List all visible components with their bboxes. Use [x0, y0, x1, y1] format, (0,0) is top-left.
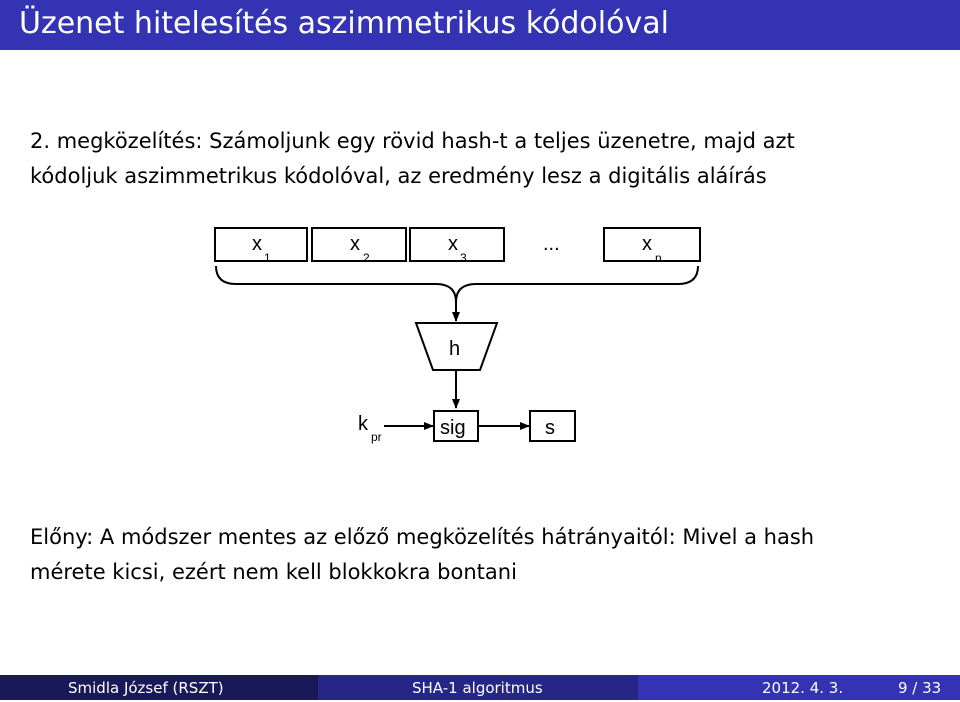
hash-label: h [449, 338, 461, 360]
curly-brace [216, 266, 698, 302]
block-xn [604, 228, 700, 261]
intro-line-2: kódoljuk aszimmetrikus kódolóval, az eredmény lesz a digitális aláírás [30, 164, 767, 188]
intro-line-1: 2. megközelítés: Számoljunk egy rövid hash-t a teljes üzenetre, majd azt [30, 129, 795, 153]
block-xn-var: x [642, 233, 652, 255]
block-x2-var: x [350, 233, 360, 255]
footer-topic-segment [318, 675, 638, 700]
advantage-line-2: mérete kicsi, ezért nem kell blokkokra bontani [30, 560, 517, 584]
footer-author-segment [0, 675, 318, 700]
slide-title: Üzenet hitelesítés aszimmetrikus kódolóval [19, 6, 669, 41]
footer-author: Smidla József (RSZT) [68, 679, 224, 697]
footer [0, 675, 960, 700]
private-key-var: k [358, 413, 368, 435]
block-ellipsis: ... [543, 233, 560, 255]
footer-date: 2012. 4. 3. [762, 679, 844, 697]
footer-topic: SHA-1 algoritmus [412, 679, 543, 697]
block-x3-sub: 3 [460, 251, 467, 265]
block-xn-sub: n [655, 251, 662, 265]
advantage-paragraph [30, 520, 814, 590]
advantage-line-1: Előny: A módszer mentes az előző megközelítés hátrányaitól: Mivel a hash [30, 525, 815, 549]
footer-page-number: 9 / 33 [898, 679, 942, 697]
private-key-sub: pr [371, 430, 382, 444]
block-x3-var: x [448, 233, 458, 255]
sig-label: sig [440, 417, 466, 439]
block-x1-var: x [252, 233, 262, 255]
block-x1-sub: 1 [264, 251, 271, 265]
output-label: s [545, 417, 555, 439]
footer-info-segment [638, 675, 960, 700]
block-x2-sub: 2 [363, 251, 370, 265]
